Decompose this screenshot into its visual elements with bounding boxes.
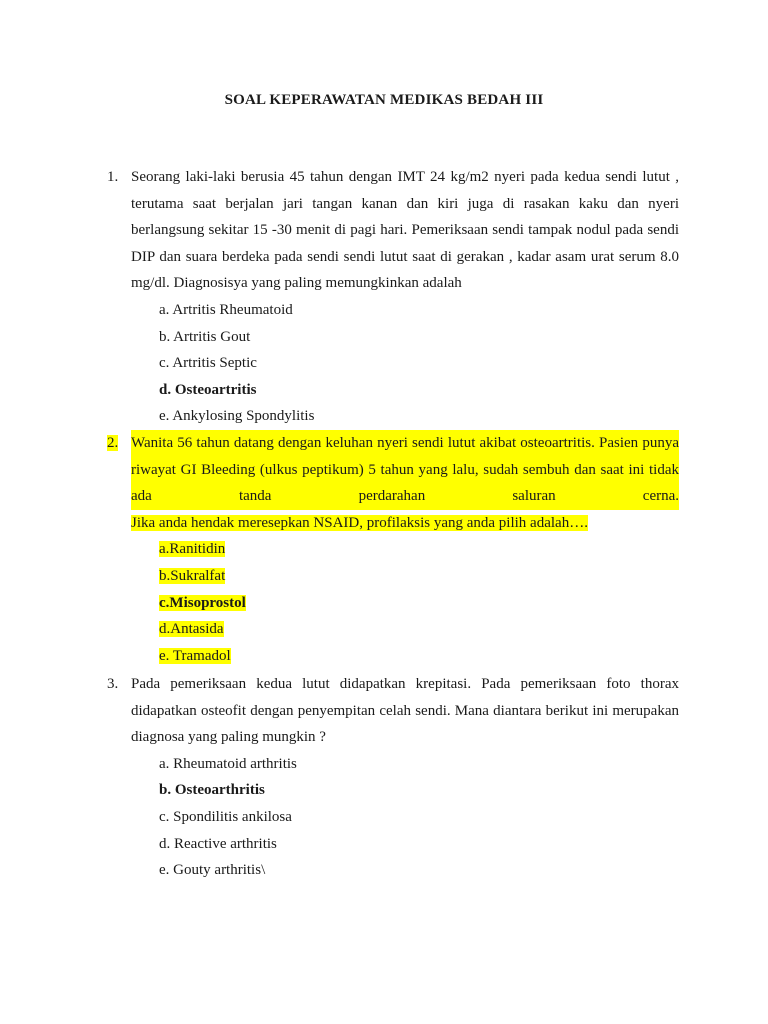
question-body <box>131 164 679 430</box>
question-2 <box>107 430 679 669</box>
question-text-line: Wanita 56 tahun datang dengan keluhan nyeri sendi lutut akibat osteoartritis. Pasien punya <box>131 430 679 457</box>
question-text-line <box>131 510 679 537</box>
question-number-text: 2. <box>107 435 119 451</box>
question-text-line: mg/dl. Diagnosisya yang paling memungkinkan adalah <box>131 275 462 292</box>
answer-options <box>159 536 679 669</box>
question-body <box>131 430 679 669</box>
question-text-line: Pada pemeriksaan kedua lutut didapatkan krepitasi. Pada pemeriksaan foto thorax <box>131 676 679 692</box>
page-title: SOAL KEPERAWATAN MEDIKAS BEDAH III <box>224 92 544 108</box>
answer-option: e. Gouty arthritis\ <box>159 862 266 879</box>
highlighted-text: b.Sukralfat <box>159 567 226 584</box>
answer-option <box>159 536 679 563</box>
answer-option <box>159 616 679 643</box>
question-text-line: riwayat GI Bleeding (ulkus peptikum) 5 tahun yang lalu, sudah sembuh dan saat ini tidak <box>131 457 679 484</box>
answer-option: c. Spondilitis ankilosa <box>159 808 292 825</box>
question-text-line: diagnosa yang paling mungkin ? <box>131 729 326 746</box>
correct-answer-option: b. Osteoarthritis <box>159 782 265 799</box>
question-3 <box>107 671 679 884</box>
question-body <box>131 671 679 884</box>
question-number: 1. <box>107 169 119 185</box>
answer-option: c. Artritis Septic <box>159 355 257 372</box>
answer-option <box>159 643 679 670</box>
question-text-line: Seorang laki-laki berusia 45 tahun dengan IMT 24 kg/m2 nyeri pada kedua sendi lutut , <box>131 169 679 185</box>
correct-answer-option <box>159 590 679 617</box>
highlighted-text: e. Tramadol <box>159 647 231 664</box>
answer-option: b. Artritis Gout <box>159 328 251 345</box>
highlighted-text: a.Ranitidin <box>159 541 226 558</box>
correct-answer-option: d. Osteoartritis <box>159 381 257 398</box>
question-text-line: DIP dan suara berdeka pada sendi sendi lutut saat di gerakan , kadar asam urat serum 8.0 <box>131 248 679 265</box>
question-text-line: berlangsung sekitar 15 -30 menit di pagi hari. Pemeriksaan sendi tampak nodul pada sendi <box>131 222 679 239</box>
answer-options <box>159 297 679 430</box>
highlighted-text: c.Misoprostol <box>159 594 246 611</box>
question-number: 3. <box>107 676 119 692</box>
answer-option: e. Ankylosing Spondylitis <box>159 408 315 425</box>
question-number <box>107 430 118 457</box>
question-text-line: terutama saat berjalan jari tangan kanan dan kiri juga di rasakan kaku dan nyeri <box>131 195 679 212</box>
question-text-line: didapatkan osteofit dengan penyempitan celah sendi. Mana diantara berikut ini merupakan <box>131 702 679 719</box>
answer-option: a. Artritis Rheumatoid <box>159 301 293 318</box>
answer-option: d. Reactive arthritis <box>159 835 277 852</box>
question-1 <box>107 164 679 430</box>
highlighted-text: d.Antasida <box>159 621 224 638</box>
question-text-line: ada tanda perdarahan saluran cerna. <box>131 483 679 510</box>
answer-options <box>159 751 679 884</box>
answer-option: a. Rheumatoid arthritis <box>159 755 297 772</box>
answer-option <box>159 563 679 590</box>
highlighted-text: Jika anda hendak meresepkan NSAID, profilaksis yang anda pilih adalah…. <box>131 514 588 531</box>
